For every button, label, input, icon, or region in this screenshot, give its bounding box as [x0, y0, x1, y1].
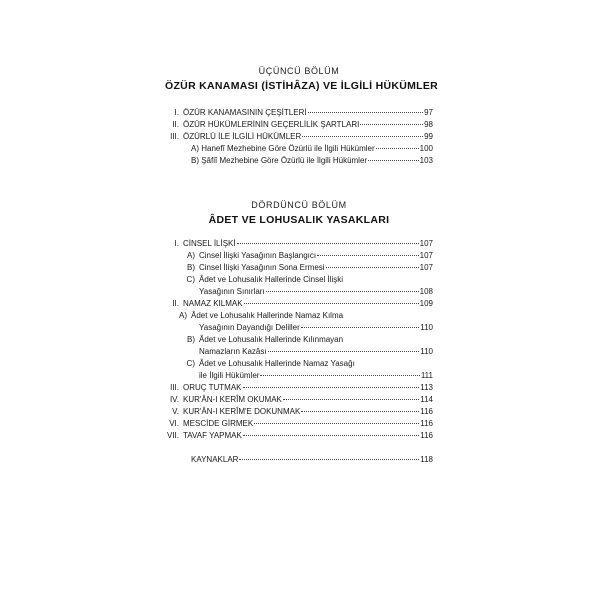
entry-title: MESCİDE GİRMEK	[183, 419, 254, 428]
page-number: 110	[420, 323, 433, 332]
toc-subentry[interactable]	[165, 310, 433, 334]
subentry-title-continued: Yasağının Dayandığı Deliller	[199, 323, 300, 332]
page-number: 103	[419, 156, 433, 165]
section-label: ÜÇÜNCÜ BÖLÜM	[258, 66, 340, 76]
page-number: 97	[424, 108, 433, 117]
entry-title: KUR'ÂN-I KERÎM OKUMAK	[183, 395, 282, 404]
leader-dots	[301, 327, 419, 328]
page-number: 111	[420, 371, 433, 380]
leader-dots	[368, 160, 419, 161]
leader-dots	[308, 112, 424, 113]
entry-title: ÖZÜR KANAMASININ ÇEŞİTLERİ	[183, 108, 307, 117]
subentry-title-continued: ile İlgili Hükümler	[199, 371, 260, 380]
entry-title: NAMAZ KILMAK	[183, 299, 243, 308]
leader-dots	[243, 387, 420, 388]
page-number: 116	[420, 431, 433, 440]
section-title: ÖZÜR KANAMASI (İSTİHÂZA) VE İLGİLİ HÜKÜMLER	[165, 80, 439, 92]
subentry-letter: B)	[187, 335, 195, 344]
subentry-letter: C)	[186, 275, 195, 284]
toc-subentry[interactable]	[165, 274, 433, 298]
subentry-title-continued: Yasağının Sınırları	[199, 287, 265, 296]
toc-entry[interactable]	[165, 119, 433, 131]
leader-dots	[317, 255, 419, 256]
section-label: DÖRDÜNCÜ BÖLÜM	[251, 200, 347, 210]
toc-list	[165, 238, 433, 466]
subentry-title: Âdet ve Lohusalık Hallerinde Namaz Yasağı	[199, 359, 355, 368]
leader-dots	[237, 243, 419, 244]
toc-subentry[interactable]	[165, 358, 433, 382]
entry-title: TAVAF YAPMAK	[183, 431, 242, 440]
subentry-letter: B)	[187, 263, 195, 272]
entry-number: III.	[170, 132, 179, 141]
page-number: 98	[424, 120, 433, 129]
page-number: 113	[420, 383, 433, 392]
entry-number: II.	[172, 299, 179, 308]
subentry-title: B) Şâfiî Mezhebine Göre Özürlü ile İlgili Hükümler	[191, 156, 368, 165]
toc-subentry[interactable]	[165, 334, 433, 358]
leader-dots	[244, 303, 419, 304]
section-title: ÂDET VE LOHUSALIK YASAKLARI	[208, 214, 390, 226]
entry-title: KUR'ÂN-I KERÎM'E DOKUNMAK	[183, 407, 301, 416]
toc-subentry[interactable]	[165, 250, 433, 262]
leader-dots	[243, 435, 419, 436]
toc-entry[interactable]	[165, 430, 433, 442]
entry-title: KAYNAKLAR	[191, 455, 239, 464]
leader-dots	[301, 411, 419, 412]
entry-title: ÖZÜR HÜKÜMLERİNİN GEÇERLİLİK ŞARTLARI	[183, 120, 360, 129]
leader-dots	[239, 459, 419, 460]
entry-title: ÖZÜRLÜ İLE İLGİLİ HÜKÜMLER	[183, 132, 302, 141]
page-number: 99	[424, 132, 433, 141]
entry-title: ORUÇ TUTMAK	[183, 383, 242, 392]
toc-entry[interactable]	[165, 406, 433, 418]
leader-dots	[376, 148, 419, 149]
entry-number: III.	[170, 383, 179, 392]
toc-entry[interactable]	[165, 238, 433, 250]
leader-dots	[360, 124, 423, 125]
subentry-title: Cinsel İlişki Yasağının Sona Ermesi	[199, 263, 325, 272]
toc-entry[interactable]	[165, 418, 433, 430]
subentry-title: Âdet ve Lohusalık Hallerinde Kılınmayan	[199, 335, 344, 344]
page-number: 107	[419, 251, 433, 260]
entry-number: V.	[172, 407, 179, 416]
subentry-title: A) Hanefî Mezhebine Göre Özürlü ile İlgili Hükümler	[191, 144, 375, 153]
leader-dots	[326, 267, 419, 268]
entry-number: II.	[172, 120, 179, 129]
toc-entry[interactable]	[165, 382, 433, 394]
entry-number: VII.	[166, 431, 179, 440]
page-number: 118	[420, 455, 433, 464]
page-number: 107	[419, 239, 433, 248]
page-number: 107	[419, 263, 433, 272]
toc-subentry[interactable]	[165, 262, 433, 274]
leader-dots	[254, 423, 419, 424]
toc-entry[interactable]	[165, 131, 433, 143]
toc-entry[interactable]	[165, 394, 433, 406]
page-number: 108	[419, 287, 433, 296]
page-number: 110	[420, 347, 433, 356]
toc-subentry[interactable]	[165, 143, 433, 155]
toc-entry[interactable]	[165, 298, 433, 310]
subentry-letter: A)	[179, 311, 187, 320]
page-number: 109	[419, 299, 433, 308]
leader-dots	[283, 399, 419, 400]
subentry-letter: A)	[187, 251, 195, 260]
page-number: 116	[420, 407, 433, 416]
entry-number: I.	[174, 108, 179, 117]
leader-dots	[302, 136, 423, 137]
entry-title: CİNSEL İLİŞKİ	[183, 239, 236, 248]
leader-dots	[260, 375, 419, 376]
toc-entry-references[interactable]	[165, 454, 433, 466]
subentry-letter: C)	[186, 359, 195, 368]
subentry-title: Âdet ve Lohusalık Hallerinde Namaz Kılma	[191, 311, 344, 320]
page-number: 114	[420, 395, 433, 404]
subentry-title-continued: Namazların Kazâsı	[199, 347, 267, 356]
subentry-title: Âdet ve Lohusalık Hallerinde Cinsel İlişki	[199, 275, 344, 284]
entry-number: I.	[174, 239, 179, 248]
toc-subentry[interactable]	[165, 155, 433, 167]
toc-entry[interactable]	[165, 107, 433, 119]
subentry-title: Cinsel İlişki Yasağının Başlangıcı	[199, 251, 317, 260]
entry-number: IV.	[169, 395, 179, 404]
page-number: 100	[419, 144, 433, 153]
leader-dots	[266, 291, 419, 292]
leader-dots	[268, 351, 420, 352]
entry-number: VI.	[169, 419, 179, 428]
toc-list	[165, 107, 433, 167]
page-number: 116	[420, 419, 433, 428]
